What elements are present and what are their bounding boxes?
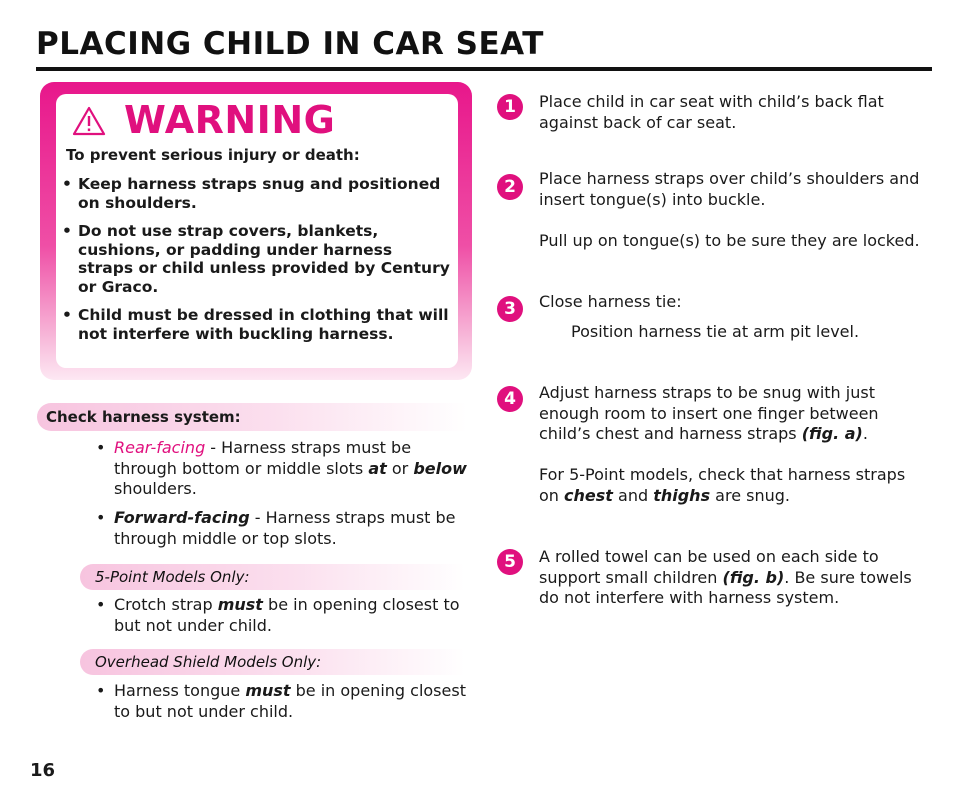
check-harness-heading: Check harness system: [46,408,241,426]
warning-bullet-text: Child must be dressed in clothing that will not interfere with buckling harness. [78,306,449,343]
page-title: PLACING CHILD IN CAR SEAT [36,26,544,62]
warning-bullet: • Child must be dressed in clothing that will not interfere with buckling harness. [62,306,449,343]
warning-triangle-icon [72,106,106,136]
list-item: • Harness tongue must be in opening closest to but not under child. [96,681,466,721]
step-text: Place harness straps over child’s shoulders and insert tongue(s) into buckle. [539,169,920,209]
step-text: Close harness tie: [539,292,682,311]
step-text: Pull up on tongue(s) to be sure they are locked. [539,231,920,250]
warning-bullet: • Keep harness straps snug and positioned on shoulders. [62,175,450,212]
step-text: Adjust harness straps to be snug with just enough room to insert one finger between child’s chest and harness straps (fig. a). [539,383,879,443]
warning-heading: WARNING [124,98,336,142]
warning-bullet-text: Keep harness straps snug and positioned on shoulders. [78,175,441,212]
overhead-shield-label: Overhead Shield Models Only: [95,653,322,671]
five-point-label: 5-Point Models Only: [95,568,250,586]
step-number: 3 [497,296,523,322]
list-item: • Crotch strap must be in opening closest to but not under child. [96,595,460,635]
title-rule [36,67,932,71]
step-text: For 5-Point models, check that harness straps on chest and thighs are snug. [539,465,906,505]
rear-facing-term: Rear-facing [114,438,206,457]
step-number: 1 [497,94,523,120]
forward-facing-term: Forward-facing [114,508,250,527]
step-number: 5 [497,549,523,575]
step-number: 4 [497,386,523,412]
warning-intro: To prevent serious injury or death: [66,146,360,164]
step-text: Position harness tie at arm pit level. [571,322,860,341]
warning-bullet: • Do not use strap covers, blankets, cushions, or padding under harness straps or child unless provided by Century or Graco. [62,222,450,296]
step-text: A rolled towel can be used on each side to support small children (fig. b). Be sure towels do not interfere with harness system. [539,547,912,607]
page-number: 16 [30,760,56,781]
step-number: 2 [497,174,523,200]
step-text: Place child in car seat with child’s back flat against back of car seat. [539,92,884,132]
list-item: • Rear-facing - Harness straps must be through bottom or middle slots at or below shoulders. [96,438,467,498]
list-item: • Forward-facing - Harness straps must be through middle or top slots. [96,508,456,548]
warning-bullet-text: Do not use strap covers, blankets, cushions, or padding under harness straps or child unless provided by Century or Graco. [78,222,450,296]
